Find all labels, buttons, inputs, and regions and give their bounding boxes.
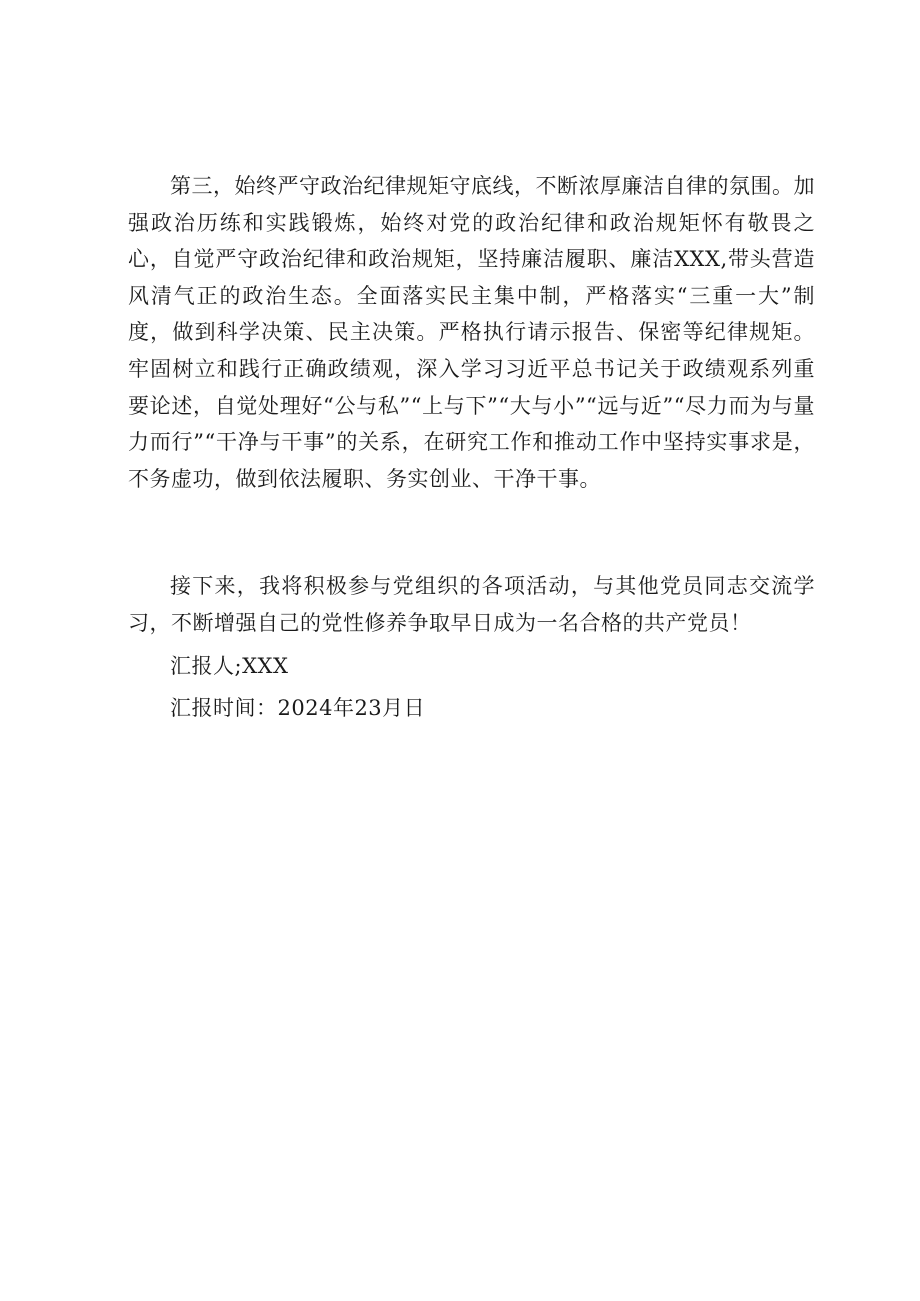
- paragraph-block-1: [128, 168, 815, 497]
- report-time-line: 汇报时间：2024年23月日: [170, 696, 426, 720]
- paragraph-discipline: 第三，始终严守政治纪律规矩守底线，不断浓厚廉洁自律的氛围。加强政治历练和实践锻炼，始终对党的政治纪律和政治规矩怀有敬畏之心，自觉严守政治纪律和政治规矩，坚持廉洁履职、廉洁XXX,带头营造风清气正的政治生态。全面落实民主集中制，严格落实“三重一大”制度，做到科学决策、民主决策。严格执行请示报告、保密等纪律规矩。牢固树立和践行正确政绩观，深入学习习近平总书记关于政绩观系列重要论述，自觉处理好“公与私”“上与下”“大与小”“远与近”“尽力而为与量力而行”“干净与干事”的关系，在研究工作和推动工作中坚持实事求是，不务虚功，做到依法履职、务实创业、干净干事。: [128, 174, 815, 491]
- paragraph-next-steps: 接下来，我将积极参与党组织的各项活动，与其他党员同志交流学习，不断增强自己的党性修养争取早日成为一名合格的共产党员！: [128, 574, 815, 635]
- reporter-line: 汇报人;XXX: [170, 654, 289, 678]
- paragraph-block-2: [128, 568, 815, 641]
